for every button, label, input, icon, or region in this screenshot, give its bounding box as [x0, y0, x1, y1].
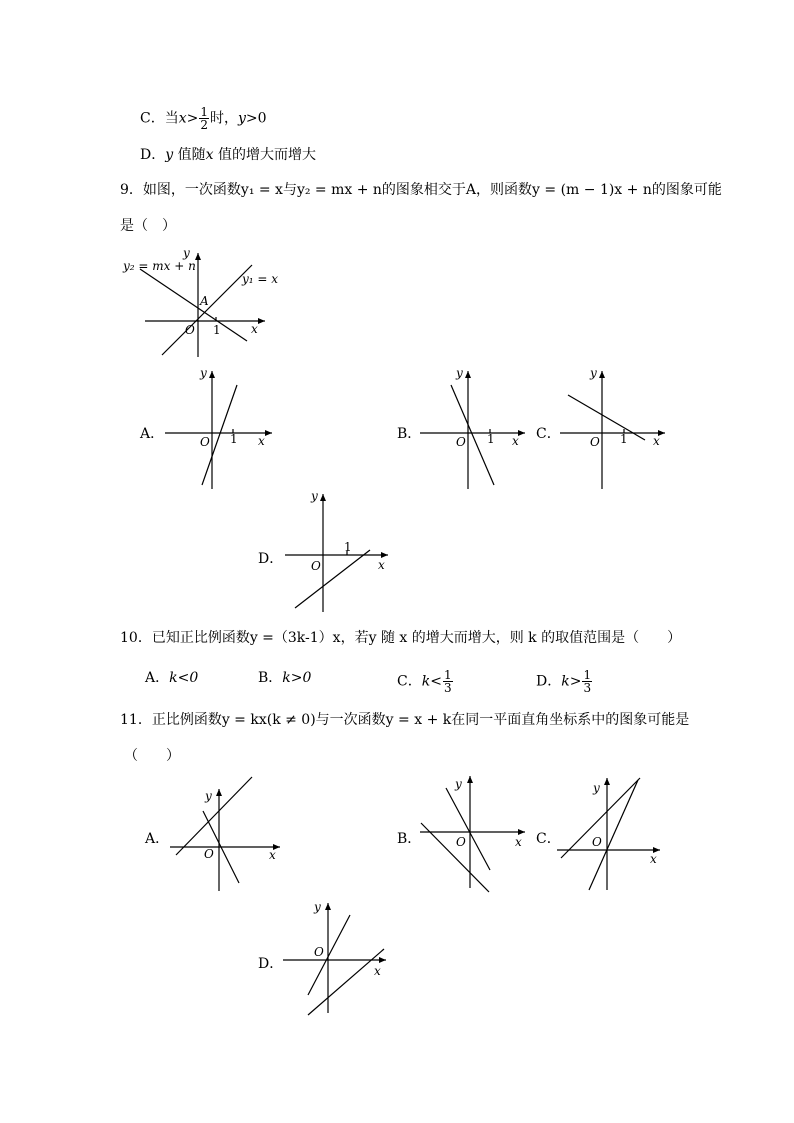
option-label: C． — [397, 673, 422, 690]
y-label: y — [456, 366, 463, 380]
x-label: x — [258, 434, 265, 448]
origin-label: O — [200, 435, 210, 449]
tick-label: 1 — [230, 432, 238, 446]
var-x: x — [178, 110, 187, 127]
tick-label: 1 — [213, 323, 221, 337]
q10-option-b[interactable] — [258, 669, 311, 687]
q11-stem: 11．正比例函数y = kx(k ≠ 0)与一次函数y = x + k在同一平面直角坐标系中的图象可能是 — [120, 712, 690, 728]
var-y: y — [238, 110, 246, 127]
option-label: B． — [258, 670, 283, 686]
origin-label: O — [204, 847, 214, 861]
origin-label: O — [456, 835, 466, 849]
q10-option-c[interactable] — [397, 669, 454, 694]
line-y-x-plus-k — [176, 777, 252, 855]
option-label: C．当 — [140, 110, 179, 127]
q9-option-d-graph[interactable] — [280, 488, 395, 613]
q11-option-d-graph[interactable] — [278, 895, 393, 1020]
line-y1 — [162, 265, 252, 355]
fraction-one-half — [199, 106, 209, 131]
q11-option-b-graph[interactable] — [415, 770, 535, 895]
x-label: x — [512, 434, 519, 448]
label-y2: y₂ = mx + n — [123, 259, 196, 273]
var-y: y — [165, 147, 174, 163]
x-label: x — [269, 848, 276, 862]
origin-label: O — [592, 835, 602, 849]
q11-option-a-label[interactable]: A． — [145, 831, 170, 847]
line-y-kx — [446, 788, 490, 870]
condition: >0 — [245, 110, 267, 127]
text: 值的增大而增大 — [217, 147, 316, 163]
q9-option-a-label[interactable]: A． — [140, 426, 165, 442]
numerator: 1 — [583, 668, 592, 682]
y-label: y — [200, 366, 207, 380]
q11-option-b-label[interactable]: B． — [397, 831, 422, 847]
text: 时， — [210, 110, 238, 127]
option-text: k<0 — [169, 670, 199, 686]
q10-option-a[interactable] — [145, 669, 198, 687]
x-label: x — [650, 852, 657, 866]
y-label: y — [590, 366, 597, 380]
origin-label: O — [456, 435, 466, 449]
line-y-x-plus-k — [421, 823, 489, 892]
text: 值随 — [177, 147, 206, 163]
x-label: x — [515, 835, 522, 849]
q11-option-d-label[interactable]: D． — [258, 956, 284, 972]
q10-stem: 10．已知正比例函数y =（3k-1）x，若y 随 x 的增大而增大，则 k 的取值范围是（ ） — [120, 630, 682, 646]
x-label: x — [378, 558, 385, 572]
graph-line — [295, 550, 370, 608]
x-label: x — [374, 964, 381, 978]
x-label: x — [251, 322, 258, 336]
var-x: x — [205, 147, 214, 163]
q9-option-b-label[interactable]: B． — [397, 426, 422, 442]
option-text: k> — [561, 673, 582, 690]
q9-option-a-graph[interactable] — [160, 365, 275, 490]
origin-label: O — [185, 323, 195, 337]
q11-option-c-graph[interactable] — [552, 770, 672, 895]
q10-option-d[interactable] — [536, 669, 593, 694]
tick-label: 1 — [620, 432, 628, 446]
numerator: 1 — [200, 105, 208, 119]
denominator: 3 — [583, 681, 592, 695]
option-label: D． — [140, 147, 166, 163]
q11-option-c-label[interactable]: C． — [536, 831, 561, 847]
origin-label: O — [311, 559, 321, 573]
origin-label: O — [314, 945, 324, 959]
point-a: A — [200, 294, 209, 308]
q9-option-c-label[interactable]: C． — [536, 426, 561, 442]
q9-option-b-graph[interactable] — [415, 365, 530, 490]
x-label: x — [653, 434, 660, 448]
denominator: 2 — [200, 118, 208, 132]
tick-label: 1 — [487, 432, 495, 446]
q9-option-d-label[interactable]: D． — [258, 551, 284, 567]
fraction-one-third — [443, 669, 453, 694]
y-label: y — [183, 246, 190, 260]
numerator: 1 — [443, 668, 452, 682]
q9-option-c-graph[interactable] — [555, 365, 670, 490]
option-label: D． — [536, 673, 562, 690]
option-label: A． — [145, 670, 170, 686]
option-text: k>0 — [282, 670, 312, 686]
y-label: y — [311, 489, 318, 503]
label-y1: y₁ = x — [242, 272, 279, 286]
gt-sign: > — [186, 110, 199, 127]
y-label: y — [205, 789, 212, 803]
option-text: k< — [421, 673, 442, 690]
y-label: y — [314, 900, 321, 914]
y-label: y — [455, 777, 462, 791]
tick-label: 1 — [344, 540, 352, 554]
q11-option-a-graph[interactable] — [165, 775, 285, 895]
q8-option-d[interactable] — [140, 146, 316, 164]
q11-answer-paren: （ ） — [124, 748, 180, 764]
origin-label: O — [590, 435, 600, 449]
q9-main-figure — [115, 245, 285, 360]
denominator: 3 — [443, 681, 452, 695]
q9-stem: 9．如图，一次函数y₁ = x与y₂ = mx + n的图象相交于A，则函数y = (m − 1)x + n的图象可能 — [120, 182, 722, 198]
fraction-one-third — [582, 669, 592, 694]
q9-stem-cont: 是（ ） — [120, 218, 176, 234]
q8-option-c[interactable] — [140, 106, 267, 131]
y-label: y — [593, 781, 600, 795]
